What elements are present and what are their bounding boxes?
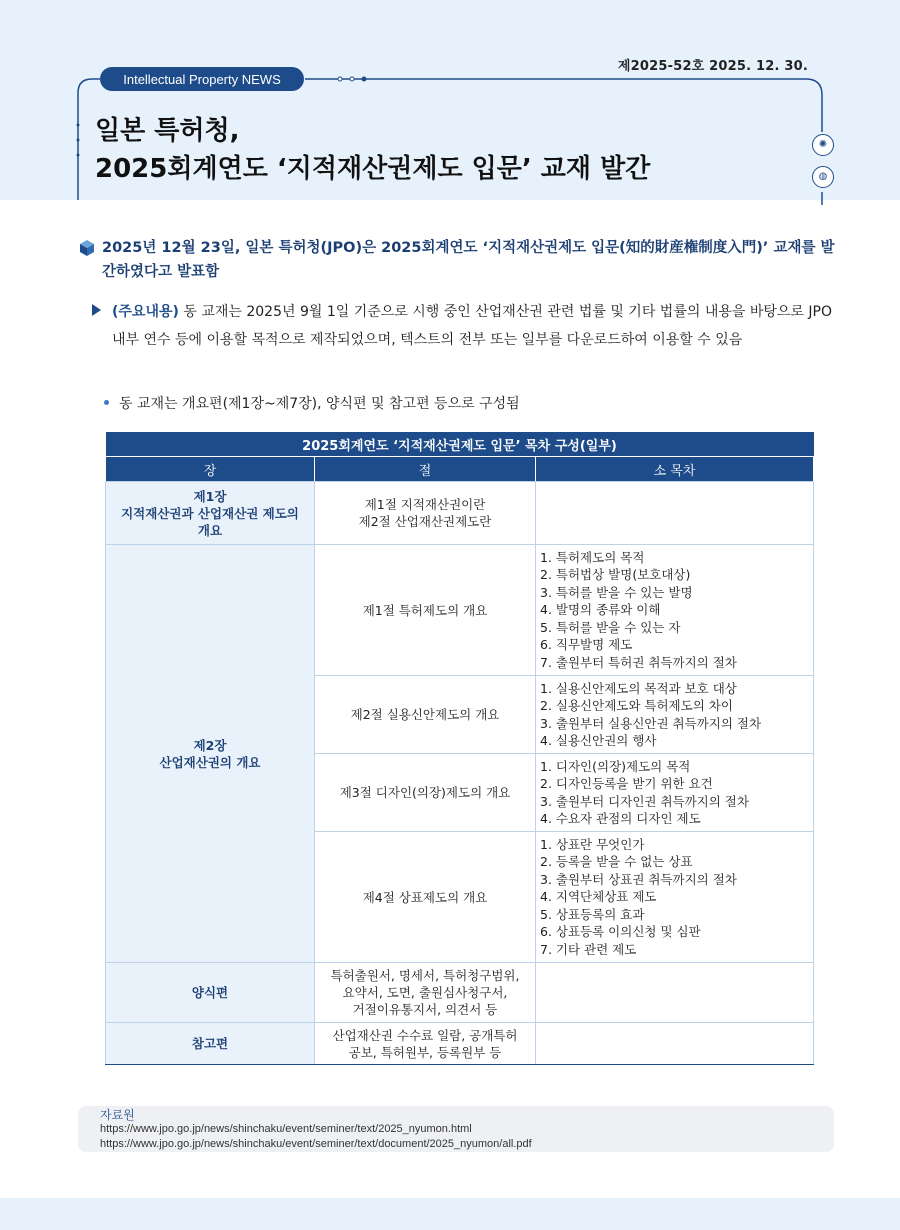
section-patent-items: 1. 특허제도의 목적 2. 특허법상 발명(보호대상) 3. 특허를 받을 수 있는 발명 4. 발명의 종류와 이해 5. 특허를 받을 수 있는 자 6. 직무발명 제도 7. 출원부터 특허권 취득까지의 절차 — [536, 545, 814, 676]
dot-bullet-icon — [104, 400, 109, 405]
forms-items — [536, 963, 814, 1023]
structure-bullet — [104, 392, 520, 416]
triangle-bullet-icon — [92, 304, 101, 316]
source-label: 자료원 — [100, 1108, 135, 1122]
cube-bullet-icon — [80, 240, 94, 256]
chapter-1-sections: 제1절 지적재산권이란 제2절 산업재산권제도란 — [315, 482, 536, 545]
title-line-1: 일본 특허청, — [95, 116, 240, 146]
title-line-2: 2025회계연도 ‘지적재산권제도 입문’ 교재 발간 — [95, 154, 651, 184]
section-trademark-items: 1. 상표란 무엇인가 2. 등록을 받을 수 없는 상표 3. 출원부터 상표권 취득까지의 절차 4. 지역단체상표 제도 5. 상표등록의 효과 6. 상표등록 이의신청 및 심판 7. 기타 관련 제도 — [536, 832, 814, 963]
section-patent: 제1절 특허제도의 개요 — [315, 545, 536, 676]
forms-cell: 양식편 — [106, 963, 315, 1023]
lightbulb-icon: ✺ — [812, 134, 834, 156]
header-subitems: 소 목차 — [536, 457, 814, 482]
structure-text: 동 교재는 개요편(제1장~제7장), 양식편 및 참고편 등으로 구성됨 — [119, 396, 520, 412]
main-content-bullet — [92, 298, 837, 354]
issue-number: 제2025-52호 2025. 12. 30. — [617, 59, 808, 74]
summary-bullet — [80, 236, 840, 284]
toc-table — [105, 432, 814, 1065]
header-chapter: 장 — [106, 457, 315, 482]
chapter-1-cell: 제1장 지적재산권과 산업재산권 제도의 개요 — [106, 482, 315, 545]
source-link-2[interactable]: https://www.jpo.go.jp/news/shinchaku/event/seminer/text/document/2025_nyumon/all.pdf — [100, 1138, 532, 1150]
main-content-text: 동 교재는 2025년 9월 1일 기준으로 시행 중인 산업재산권 관련 법률 및 기타 법률의 내용을 바탕으로 JPO 내부 연수 등에 이용할 목적으로 제작되었으며, 텍스트의 전부 또는 일부를 다운로드하여 이용할 수 있음 — [112, 304, 832, 348]
page-title — [95, 112, 650, 188]
table-row — [106, 482, 814, 545]
footer-band — [0, 1198, 900, 1230]
section-trademark: 제4절 상표제도의 개요 — [315, 832, 536, 963]
main-content-tag: (주요내용) — [112, 304, 179, 320]
news-label-badge: Intellectual Property NEWS — [100, 67, 304, 91]
section-utility-model: 제2절 실용신안제도의 개요 — [315, 676, 536, 754]
source-link-1[interactable]: https://www.jpo.go.jp/news/shinchaku/event/seminer/text/2025_nyumon.html — [100, 1123, 472, 1135]
reference-items — [536, 1023, 814, 1065]
section-utility-model-items: 1. 실용신안제도의 목적과 보호 대상 2. 실용신안제도와 특허제도의 차이 3. 출원부터 실용신안권 취득까지의 절차 4. 실용신안권의 행사 — [536, 676, 814, 754]
chapter-2-cell: 제2장 산업재산권의 개요 — [106, 545, 315, 963]
reference-desc: 산업재산권 수수료 일람, 공개특허 공보, 특허원부, 등록원부 등 — [315, 1023, 536, 1065]
section-design-items: 1. 디자인(의장)제도의 목적 2. 디자인등록을 받기 위한 요건 3. 출원부터 디자인권 취득까지의 절차 4. 수요자 관점의 디자인 제도 — [536, 754, 814, 832]
chapter-1-items — [536, 482, 814, 545]
table-caption: 2025회계연도 ‘지적재산권제도 입문’ 목차 구성(일부) — [106, 432, 814, 457]
section-design: 제3절 디자인(의장)제도의 개요 — [315, 754, 536, 832]
table-row — [106, 963, 814, 1023]
table-row — [106, 545, 814, 676]
header-section: 절 — [315, 457, 536, 482]
globe-icon: ◍ — [812, 166, 834, 188]
reference-cell: 참고편 — [106, 1023, 315, 1065]
summary-text: 2025년 12월 23일, 일본 특허청(JPO)은 2025회계연도 ‘지적재산권제도 입문(知的財産権制度入門)’ 교재를 발간하였다고 발표함 — [102, 240, 835, 280]
table-row — [106, 1023, 814, 1065]
source-box — [78, 1106, 834, 1152]
forms-desc: 특허출원서, 명세서, 특허청구범위, 요약서, 도면, 출원심사청구서, 거절이유통지서, 의견서 등 — [315, 963, 536, 1023]
